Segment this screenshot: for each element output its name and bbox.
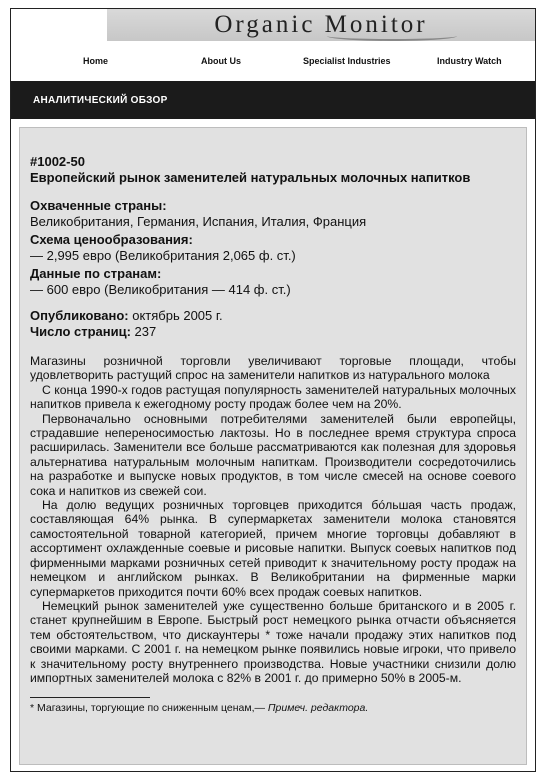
section-header-bar — [11, 81, 535, 119]
description-paragraph: С конца 1990-х годов растущая популярность заменителей натуральных молочных напитков привела к ежегодному росту продаж более чем на 20%. — [30, 382, 516, 412]
country-data-label: Данные по странам: — [30, 266, 162, 281]
report-code: #1002-50 — [30, 154, 85, 169]
logo-swoosh-decoration — [327, 31, 457, 41]
report-content — [30, 154, 516, 715]
nav-industry-watch[interactable]: Industry Watch — [437, 56, 502, 66]
description-paragraph: На долю ведущих розничных торговцев приходится бóльшая часть продаж, составляющая 64% рынка. В супермаркетах заменители молока становятся самостоятельной товарной категорией, причем многие торговцы добавляют в ассортимент охлажденные соевые и рисовые напитки. Выпуск соевых напитков под фирменными марками розничных сетей приводит к значительному росту продаж на немецком и английском рынках. В Великобритании на фирменные марки супермаркетов приходится почти 60% всех продаж соевых напитков. — [30, 498, 516, 599]
nav-about-us[interactable]: About Us — [201, 56, 241, 66]
pricing-value: — 2,995 евро (Великобритания 2,065 ф. ст.) — [30, 248, 296, 263]
section-header-label: АНАЛИТИЧЕСКИЙ ОБЗОР — [33, 94, 168, 106]
report-description — [30, 354, 516, 685]
pages-row — [30, 324, 516, 340]
footnote — [30, 701, 516, 715]
published-row — [30, 308, 516, 324]
site-logo[interactable]: Organic Monitor — [214, 11, 428, 38]
pricing-label: Схема ценообразования: — [30, 232, 193, 247]
published-label: Опубликовано: — [30, 308, 129, 323]
pages-value: 237 — [130, 324, 157, 339]
nav-home[interactable]: Home — [83, 56, 109, 66]
countries-label: Охваченные страны: — [30, 198, 167, 213]
footnote-divider — [30, 697, 150, 698]
country-data-value: — 600 евро (Великобритания — 414 ф. ст.) — [30, 282, 291, 297]
footnote-editor-note: Примеч. редактора. — [267, 702, 369, 715]
nav-specialist-industries[interactable]: Specialist Industries — [303, 56, 391, 66]
footnote-text: * Магазины, торгующие по сниженным ценам,— — [30, 702, 268, 715]
published-value: октябрь 2005 г. — [128, 308, 223, 323]
countries-group — [30, 198, 516, 230]
report-panel — [19, 127, 527, 765]
country-data-group — [30, 266, 516, 298]
description-paragraph: Магазины розничной торговли увеличивают торговые площади, чтобы удовлетворить растущий спрос на заменители напитков из натурального молока — [30, 354, 516, 383]
pricing-group — [30, 232, 516, 264]
report-title: Европейский рынок заменителей натуральных молочных напитков — [30, 170, 471, 185]
top-navigation — [11, 51, 535, 71]
page-frame — [10, 8, 536, 772]
description-paragraph: Первоначально основными потребителями заменителей были европейцы, страдавшие непереносимостью лактозы. Но в последнее время структура спроса расширилась. Заменители все больше рассматриваются как полезная для здоровья альтернатива натуральным молочным напиткам. Производители сосредоточились на разработке и выпуске новых продуктов, в том числе смесей на основе соевого сока и напитков из свежей сои. — [30, 411, 516, 498]
countries-value: Великобритания, Германия, Испания, Италия, Франция — [30, 214, 367, 229]
pages-label: Число страниц: — [30, 324, 131, 339]
description-paragraph: Немецкий рынок заменителей уже существенно больше британского и в 2005 г. станет крупнейшим в Европе. Быстрый рост немецкого рынка отчасти объясняется тем обстоятельством, что дискаунтеры * тоже начали продажу этих напитков под своими марками. С 2001 г. на немецком рынке появились новые игроки, что привело к значительному росту внутреннего производства. Новые участники снизили долю импортных заменителей молока с 82% в 2001 г. до примерно 50% в 2005-м. — [30, 598, 516, 685]
logo-banner — [107, 9, 535, 41]
